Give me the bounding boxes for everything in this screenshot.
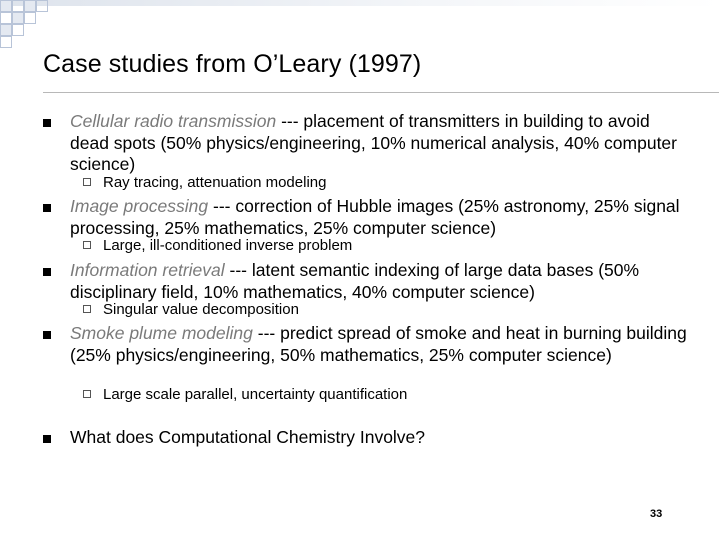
bullet-text [70,111,690,176]
bullet-lead: Cellular radio transmission [70,111,277,131]
hollow-square-bullet-icon [83,178,91,186]
bullet-body: --- predict spread of smoke and heat in burning building (25% physics/engineering, 50% mathematics, 25% computer science) [70,323,687,365]
slide-title: Case studies from O’Leary (1997) [43,50,422,78]
sub-bullet-text: Large scale parallel, uncertainty quantification [103,386,408,403]
sub-bullet-text: Singular value decomposition [103,301,299,318]
sub-bullet-text: Large, ill-conditioned inverse problem [103,237,353,254]
square-bullet-icon [43,268,51,276]
square-bullet-icon [43,331,51,339]
bullet-body: --- placement of transmitters in building to avoid dead spots (50% physics/engineering, 10% numerical analysis, 40% computer science) [70,111,677,174]
bullet-lead: Image processing [70,196,209,216]
page-number: 33 [650,508,663,520]
bullet-body: --- latent semantic indexing of large data bases (50% disciplinary field, 10% mathematics, 40% computer science) [70,260,640,302]
bullet-text [70,260,690,303]
hollow-square-bullet-icon [83,241,91,249]
square-bullet-icon [43,435,51,443]
hollow-square-bullet-icon [83,390,91,398]
bullet-body: What does Computational Chemistry Involve? [70,427,426,447]
bullet-lead: Smoke plume modeling [70,323,253,343]
bullet-lead: Information retrieval [70,260,225,280]
bullet-text [70,196,690,239]
sub-bullet-text: Ray tracing, attenuation modeling [103,174,327,191]
square-bullet-icon [43,204,51,212]
bullet-text [70,323,690,366]
square-bullet-icon [43,119,51,127]
bullet-text [70,427,690,449]
hollow-square-bullet-icon [83,305,91,313]
bullet-body: --- correction of Hubble images (25% astronomy, 25% signal processing, 25% mathematics, 25% computer science) [70,196,680,238]
